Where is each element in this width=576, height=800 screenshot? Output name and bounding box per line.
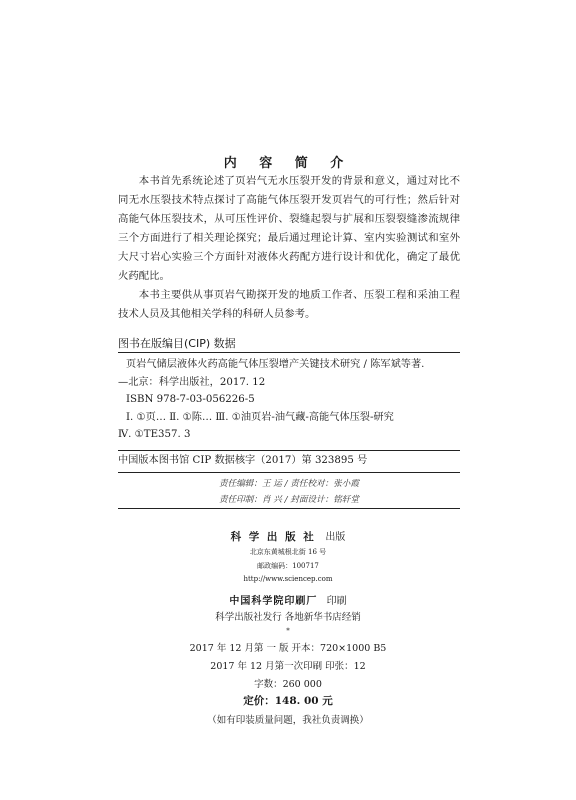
- cip-isbn: ISBN 978-7-03-056226-5: [126, 394, 255, 405]
- cip-record: [118, 356, 464, 444]
- divider: [118, 508, 460, 509]
- cip-subject: Ⅰ. ①页… Ⅱ. ①陈… Ⅲ. ①油页岩-油气藏-高能气体压裂-研究: [126, 411, 394, 423]
- edition-info: 2017 年 12 月第 一 版 开本：720×1000 B5: [189, 643, 387, 654]
- staff-line: 责任编辑：王 运 / 责任校对：张小霞: [219, 479, 359, 489]
- publisher-name-line: [0, 528, 576, 544]
- cip-record-number: [118, 452, 464, 470]
- divider: [118, 450, 460, 451]
- intro-paragraph: 本书主要供从事页岩气勘探开发的地质工作者、压裂工程和采油工程技术人员及其他相关学科的科研人员参考。: [118, 289, 460, 320]
- printer-name: 中国科学院印刷厂: [229, 596, 318, 607]
- cip-publisher-line: —北京：科学出版社，2017. 12: [118, 376, 266, 388]
- divider: [118, 352, 460, 353]
- divider: [118, 472, 460, 473]
- publisher-name: 科 学 出 版 社: [230, 531, 316, 543]
- cip-header: 图书在版编目(CIP) 数据: [118, 337, 236, 350]
- printing-info: 2017 年 12 月第一次印刷 印张：12: [210, 661, 366, 672]
- separator-star: *: [286, 627, 290, 635]
- price: 定价：148. 00 元: [243, 695, 333, 707]
- publisher-postcode: 邮政编码：100717: [257, 562, 319, 570]
- publisher-website: http://www.sciencep.com: [243, 575, 333, 583]
- publisher-address: 北京东黄城根北街 16 号: [249, 548, 327, 556]
- cip-record-line: 中国版本图书馆 CIP 数据核字（2017）第 323895 号: [118, 455, 368, 466]
- staff-line: 责任印制：肖 兴 / 封面设计：铭轩堂: [219, 495, 359, 505]
- quality-note: （如有印装质量问题，我社负责调换）: [207, 715, 369, 726]
- cip-title-line: 页岩气储层液体火药高能气体压裂增产关键技术研究 / 陈军斌等著.: [126, 359, 425, 370]
- distribution: 科学出版社发行 各地新华书店经销: [215, 612, 361, 623]
- word-count: 字数：260 000: [254, 679, 322, 690]
- introduction: [118, 172, 460, 324]
- intro-paragraph: 本书首先系统论述了页岩气无水压裂开发的背景和意义，通过对比不同无水压裂技术特点探讨了高能气体压裂开发页岩气的可行性；然后针对高能气体压裂技术，从可压性评价、裂缝起裂与扩展和压裂裂缝渗流规律三个方面进行了相关理论探究；最后通过理论计算、室内实验测试和室外大尺寸岩心实验三个方面针对液体火药配方进行设计和优化，确定了最优火药配比。: [118, 175, 460, 282]
- publisher-suffix: 出版: [325, 532, 346, 543]
- printer-line: [0, 592, 576, 607]
- cip-classification: Ⅳ. ①TE357. 3: [118, 429, 191, 440]
- printer-suffix: 印刷: [326, 596, 347, 607]
- page-title: 内 容 简 介: [223, 156, 353, 171]
